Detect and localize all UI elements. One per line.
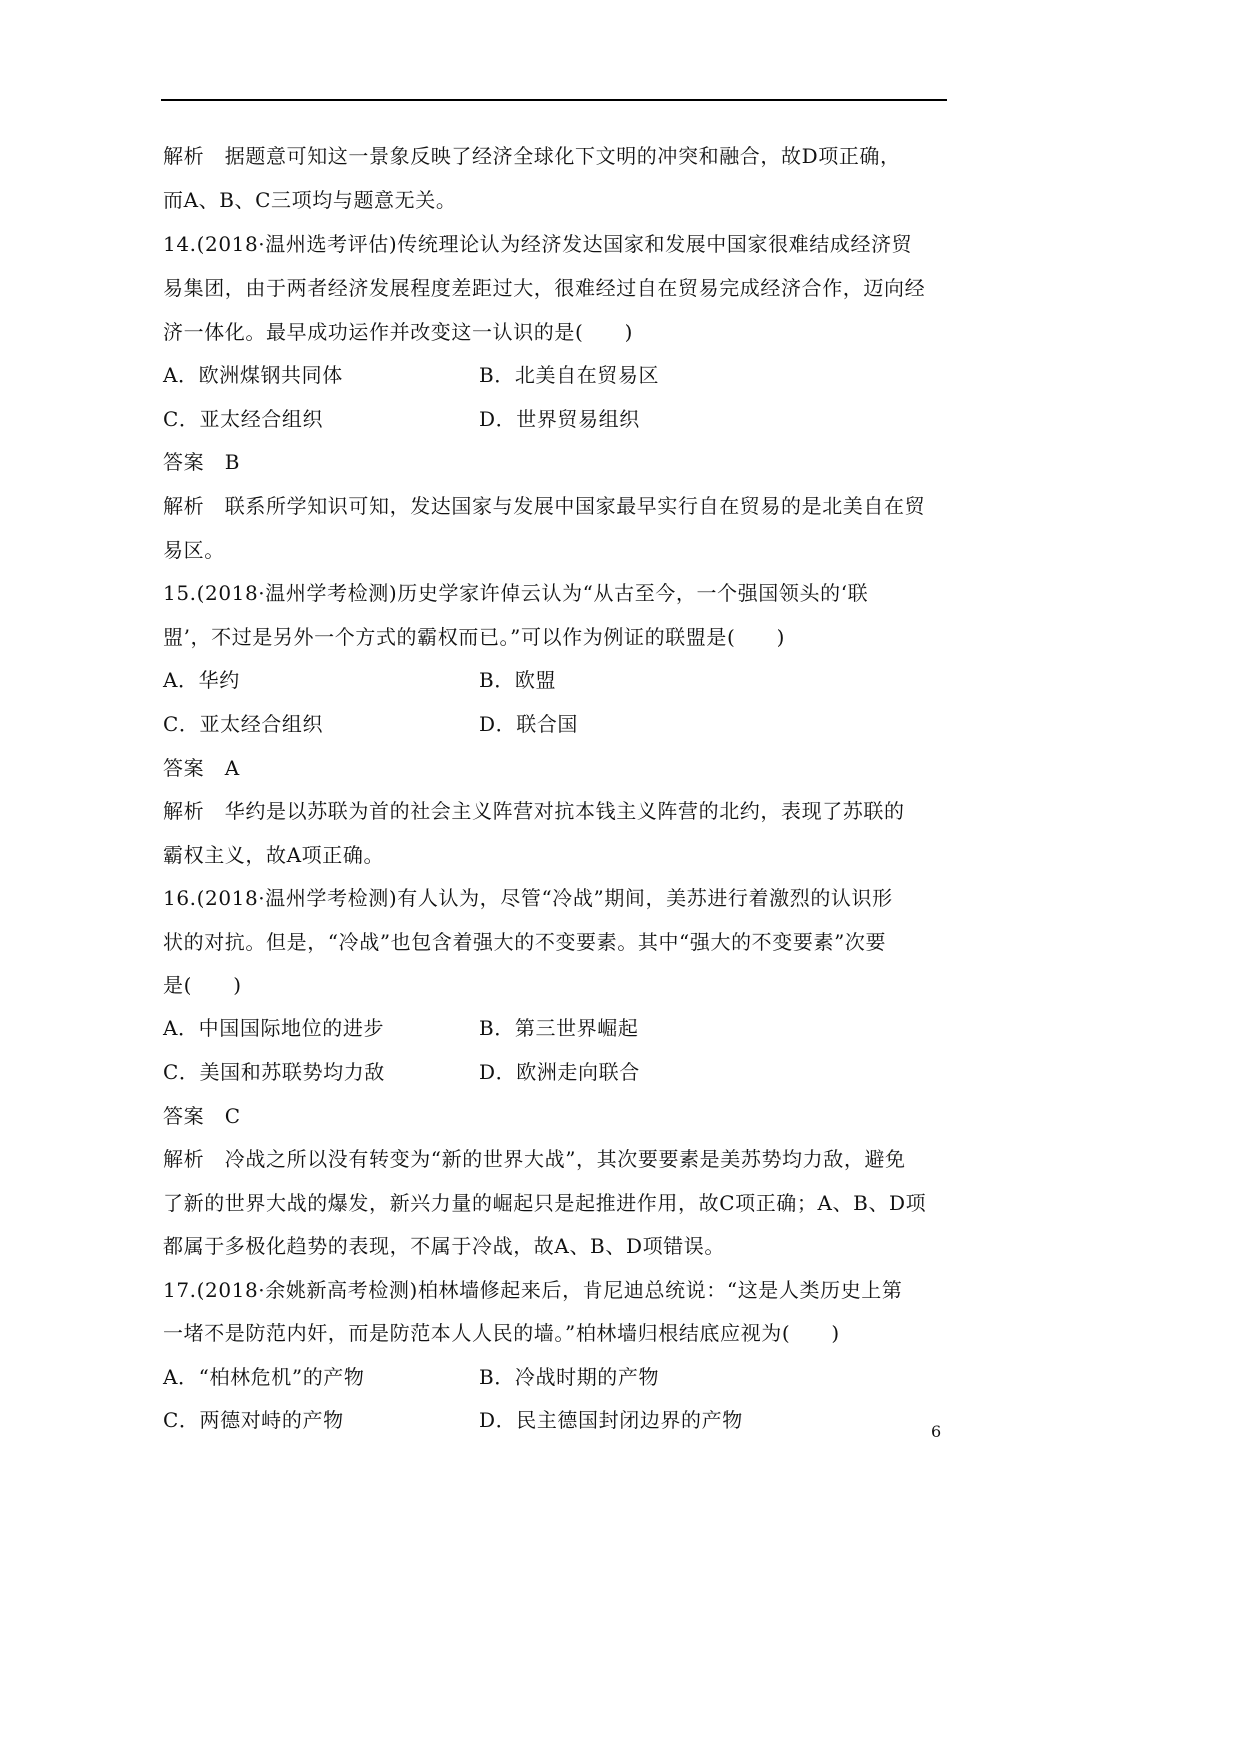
q16-analysis-line-3: 都属于多极化趋势的表现，不属于冷战，故A、B、D项错误。 bbox=[163, 1234, 725, 1258]
q16-option-c: C．美国和苏联势均力敌 bbox=[163, 1060, 385, 1084]
q15-option-b: B．欧盟 bbox=[479, 668, 557, 692]
q13-analysis-line-2: 而A、B、C三项均与题意无关。 bbox=[163, 188, 457, 212]
q17-stem-line-1: 17.(2018·余姚新高考检测)柏林墙修起来后，肯尼迪总统说：“这是人类历史上第 bbox=[163, 1278, 903, 1302]
q14-analysis-line-1: 解析 联系所学知识可知，发达国家与发展中国家最早实行自在贸易的是北美自在贸 bbox=[163, 494, 926, 518]
q15-answer: 答案 A bbox=[163, 756, 240, 780]
q15-option-a: A．华约 bbox=[163, 668, 240, 692]
page-number: 6 bbox=[931, 1422, 942, 1441]
q17-option-a: A．“柏林危机”的产物 bbox=[163, 1365, 365, 1389]
q13-analysis-line-1: 解析 据题意可知这一景象反映了经济全球化下文明的冲突和融合，故D项正确， bbox=[163, 144, 901, 168]
q16-option-a: A．中国国际地位的进步 bbox=[163, 1016, 385, 1040]
q15-stem-line-1: 15.(2018·温州学考检测)历史学家许倬云认为“从古至今，一个强国领头的‘联 bbox=[163, 581, 869, 605]
q16-stem-line-3: 是( ) bbox=[163, 973, 242, 997]
q14-answer: 答案 B bbox=[163, 450, 241, 474]
q15-option-d: D．联合国 bbox=[479, 712, 579, 736]
q16-answer: 答案 C bbox=[163, 1104, 241, 1128]
q17-option-d: D．民主德国封闭边界的产物 bbox=[479, 1408, 743, 1432]
q15-analysis-line-1: 解析 华约是以苏联为首的社会主义阵营对抗本钱主义阵营的北约，表现了苏联的 bbox=[163, 799, 905, 823]
q16-stem-line-1: 16.(2018·温州学考检测)有人认为，尽管“冷战”期间，美苏进行着激烈的认识形 bbox=[163, 886, 893, 910]
q14-option-d: D．世界贸易组织 bbox=[479, 407, 640, 431]
q14-analysis-line-2: 易区。 bbox=[163, 538, 225, 562]
q16-stem-line-2: 状的对抗。但是，“冷战”也包含着强大的不变要素。其中“强大的不变要素”次要 bbox=[163, 930, 887, 954]
q14-option-a: A．欧洲煤钢共同体 bbox=[163, 363, 343, 387]
q14-stem-line-3: 济一体化。最早成功运作并改变这一认识的是( ) bbox=[163, 320, 634, 344]
q14-option-b: B．北美自在贸易区 bbox=[479, 363, 660, 387]
q14-option-c: C．亚太经合组织 bbox=[163, 407, 324, 431]
q16-analysis-line-2: 了新的世界大战的爆发，新兴力量的崛起只是起推进作用，故C项正确；A、B、D项 bbox=[163, 1191, 927, 1215]
q16-option-b: B．第三世界崛起 bbox=[479, 1016, 639, 1040]
header-rule bbox=[161, 99, 947, 101]
q17-option-c: C．两德对峙的产物 bbox=[163, 1408, 344, 1432]
q15-stem-line-2: 盟’，不过是另外一个方式的霸权而已。”可以作为例证的联盟是( ) bbox=[163, 625, 785, 649]
q15-analysis-line-2: 霸权主义，故A项正确。 bbox=[163, 843, 385, 867]
q14-stem-line-1: 14.(2018·温州选考评估)传统理论认为经济发达国家和发展中国家很难结成经济贸 bbox=[163, 232, 913, 256]
q14-stem-line-2: 易集团，由于两者经济发展程度差距过大，很难经过自在贸易完成经济合作，迈向经 bbox=[163, 276, 926, 300]
q16-analysis-line-1: 解析 冷战之所以没有转变为“新的世界大战”，其次要要素是美苏势均力敌，避免 bbox=[163, 1147, 906, 1171]
q15-option-c: C．亚太经合组织 bbox=[163, 712, 324, 736]
q17-option-b: B．冷战时期的产物 bbox=[479, 1365, 660, 1389]
q17-stem-line-2: 一堵不是防范内奸，而是防范本人人民的墙。”柏林墙归根结底应视为( ) bbox=[163, 1321, 840, 1345]
q16-option-d: D．欧洲走向联合 bbox=[479, 1060, 640, 1084]
